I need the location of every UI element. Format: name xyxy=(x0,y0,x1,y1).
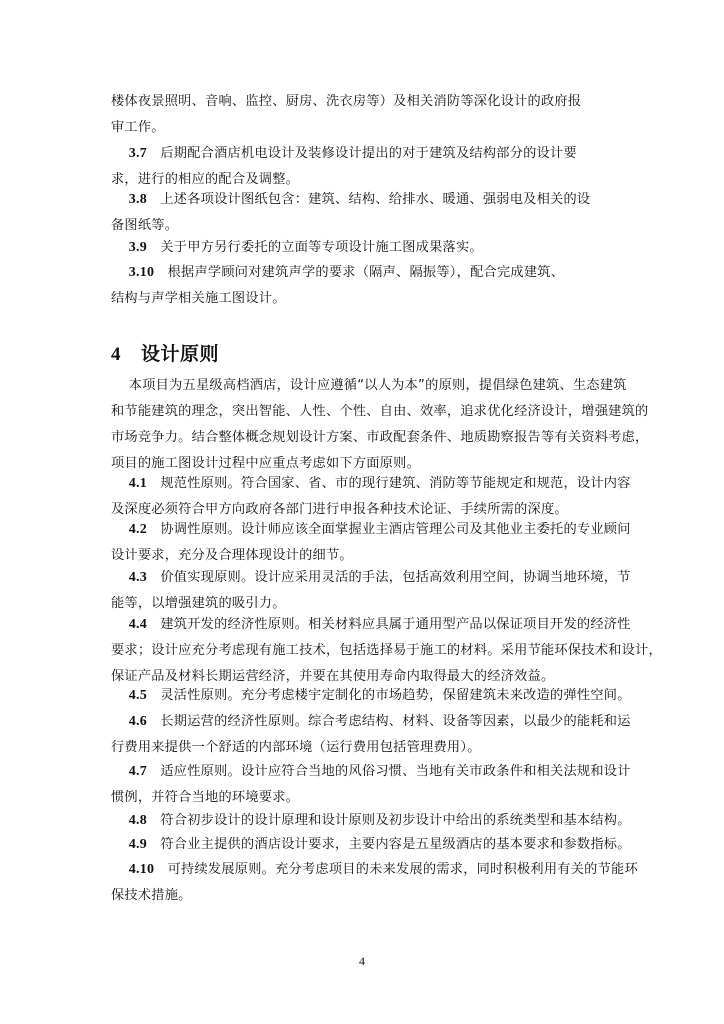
item-number: 4.5 xyxy=(128,688,148,703)
item-number: 3.8 xyxy=(128,192,148,207)
item-number: 3.10 xyxy=(128,265,155,280)
page-number: 4 xyxy=(359,954,365,968)
paragraph-4-5: 4.5 灵活性原则。充分考虑楼宇定制化的市场趋势，保留建筑未来改造的弹性空间。 xyxy=(128,688,631,703)
item-number: 4.10 xyxy=(128,862,155,877)
item-number: 4.7 xyxy=(128,764,148,779)
paragraph-continuation: 楼体夜景照明、音响、监控、厨房、洗衣房等）及相关消防等深化设计的政府报 审工作。 xyxy=(111,94,582,135)
paragraph-3-10: 3.10 根据声学顾问对建筑声学的要求（隔声、隔振等），配合完成建筑、 结构与声学相关施工图设计。 xyxy=(111,265,565,306)
paragraph-4-9: 4.9 符合业主提供的酒店设计要求，主要内容是五星级酒店的基本要求和参数指标。 xyxy=(128,837,631,852)
section-heading xyxy=(111,340,219,369)
paragraph-3-9: 3.9 关于甲方另行委托的立面等专项设计施工图成果落实。 xyxy=(128,240,483,255)
paragraph-3-7: 3.7 后期配合酒店机电设计及装修设计提出的对于建筑及结构部分的设计要 求，进行的相应的配合及调整。 xyxy=(111,146,577,187)
paragraph-4-6: 4.6 长期运营的经济性原则。综合考虑结构、材料、设备等因素，以最少的能耗和运 行费用来提供一个舒适的内部环境（运行费用包括管理费用）。 xyxy=(111,714,631,755)
paragraph-4-2: 4.2 协调性原则。设计师应该全面掌握业主酒店管理公司及其他业主委托的专业顾问 设计要求，充分及合理体现设计的细节。 xyxy=(111,522,631,563)
item-number: 3.9 xyxy=(128,240,148,255)
item-number: 4.6 xyxy=(128,714,148,729)
paragraph-4-7: 4.7 适应性原则。设计应符合当地的风俗习惯、当地有关市政条件和相关法规和设计 惯例，并符合当地的环境要求。 xyxy=(111,764,631,805)
section-number: 4 xyxy=(111,344,121,365)
paragraph-4-3: 4.3 价值实现原则。设计应采用灵活的手法，包括高效利用空间，协调当地环境，节 能等，以增强建筑的吸引力。 xyxy=(111,570,631,611)
paragraph-4-8: 4.8 符合初步设计的设计原理和设计原则及初步设计中给出的系统类型和基本结构。 xyxy=(128,813,631,828)
item-number: 3.7 xyxy=(128,146,148,161)
item-number: 4.2 xyxy=(128,522,148,537)
item-number: 4.3 xyxy=(128,570,148,585)
item-number: 4.9 xyxy=(128,837,148,852)
item-number: 4.8 xyxy=(128,813,148,828)
item-number: 4.1 xyxy=(128,476,148,491)
paragraph-4-10: 4.10 可持续发展原则。充分考虑项目的未来发展的需求，同时积极利用有关的节能环 保技术措施。 xyxy=(111,862,638,903)
paragraph-3-8: 3.8 上述各项设计图纸包含：建筑、结构、给排水、暖通、强弱电及相关的设 备图纸等。 xyxy=(111,192,591,233)
section-title: 设计原则 xyxy=(141,343,220,365)
paragraph-4-4: 4.4 建筑开发的经济性原则。相关材料应具属于通用型产品以保证项目开发的经济性 要求；设计应充分考虑现有施工技术，包括选择易于施工的材料。采用节能环保技术和设计， 保证产品及材料长期运营经济，并要在其使用寿命内取得最大的经济效益。 xyxy=(111,617,662,684)
item-number: 4.4 xyxy=(128,617,148,632)
paragraph-4-1: 4.1 规范性原则。符合国家、省、市的现行建筑、消防等节能规定和规范，设计内容 及深度必须符合甲方向政府各部门进行申报各种技术论证、手续所需的深度。 xyxy=(111,476,631,517)
paragraph-intro: 本项目为五星级高档酒店，设计应遵循“以人为本”的原则，提倡绿色建筑、生态建筑 和节能建筑的理念，突出智能、人性、个性、自由、效率，追求优化经济设计，增强建筑的 市场竞争力。结合整体概念规划设计方案、市政配套条件、地质勘察报告等有关资料考虑， 项目的施工图设计过程中应重点考虑如下方面原则。 xyxy=(111,378,649,471)
